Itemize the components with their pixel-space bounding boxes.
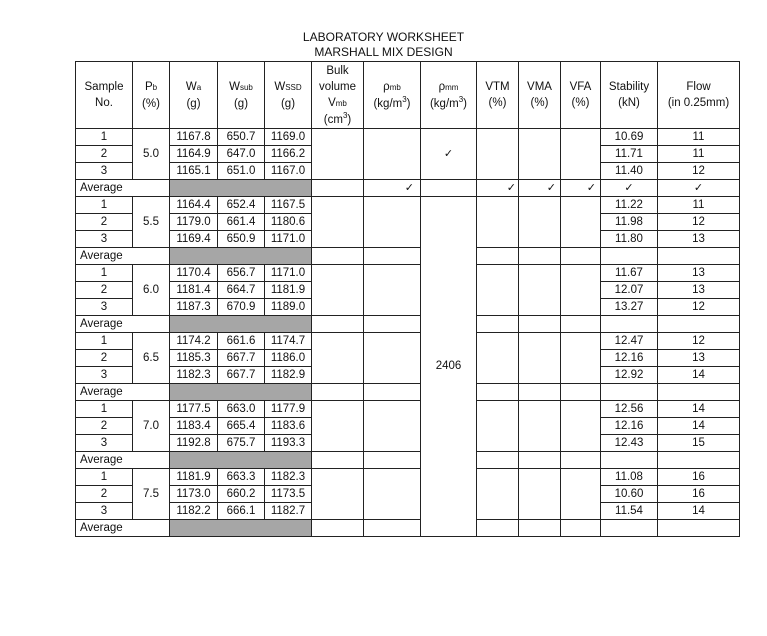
average-bulk-volume-cell xyxy=(312,452,364,469)
rho-mb-cell xyxy=(364,197,421,248)
pb-cell: 7.0 xyxy=(133,401,170,452)
wssd-cell: 1182.9 xyxy=(265,367,312,384)
wssd-cell: 1182.7 xyxy=(265,503,312,520)
average-vfa-cell xyxy=(561,384,601,401)
average-stability-cell xyxy=(601,316,658,333)
average-vtm-cell xyxy=(477,248,519,265)
average-rho-mb-cell xyxy=(364,452,421,469)
flow-cell: 13 xyxy=(658,282,740,299)
average-vma-check: ✓ xyxy=(519,180,561,197)
wa-cell: 1182.2 xyxy=(170,503,218,520)
rho-mb-cell xyxy=(364,469,421,520)
rho-mb-cell xyxy=(364,129,421,180)
stability-cell: 11.54 xyxy=(601,503,658,520)
flow-cell: 13 xyxy=(658,231,740,248)
vtm-cell xyxy=(477,129,519,180)
sample-no-cell: 3 xyxy=(76,231,133,248)
wsub-cell: 656.7 xyxy=(218,265,265,282)
sample-no-cell: 3 xyxy=(76,163,133,180)
average-stability-check: ✓ xyxy=(601,180,658,197)
average-label: Average xyxy=(76,180,170,197)
average-vfa-cell xyxy=(561,316,601,333)
average-weights-cell xyxy=(170,520,312,537)
average-bulk-volume-cell xyxy=(312,248,364,265)
flow-cell: 12 xyxy=(658,299,740,316)
vma-cell xyxy=(519,129,561,180)
table-row xyxy=(76,129,740,146)
average-rho-mm-cell xyxy=(421,180,477,197)
flow-cell: 12 xyxy=(658,163,740,180)
stability-cell: 12.56 xyxy=(601,401,658,418)
wsub-cell: 650.7 xyxy=(218,129,265,146)
wsub-cell: 667.7 xyxy=(218,350,265,367)
wa-cell: 1167.8 xyxy=(170,129,218,146)
sample-no-cell: 2 xyxy=(76,418,133,435)
average-bulk-volume-cell xyxy=(312,180,364,197)
wsub-cell: 647.0 xyxy=(218,146,265,163)
bulk-volume-cell xyxy=(312,401,364,452)
header-vma: VMA (%) xyxy=(519,62,561,129)
vma-cell xyxy=(519,333,561,384)
wssd-cell: 1167.5 xyxy=(265,197,312,214)
sample-no-cell: 1 xyxy=(76,265,133,282)
stability-cell: 11.98 xyxy=(601,214,658,231)
header-rho-mm: ρmm $(kg/m^3)$ xyxy=(421,62,477,129)
wa-cell: 1182.3 xyxy=(170,367,218,384)
table-row xyxy=(76,401,740,418)
vtm-cell xyxy=(477,197,519,248)
wa-cell: 1177.5 xyxy=(170,401,218,418)
average-stability-cell xyxy=(601,384,658,401)
stability-cell: 11.80 xyxy=(601,231,658,248)
stability-cell: 12.47 xyxy=(601,333,658,350)
header-flow: Flow (in 0.25mm) xyxy=(658,62,740,129)
rho-mm-value-cell: 2406 xyxy=(421,197,477,537)
flow-cell: 16 xyxy=(658,469,740,486)
wsub-cell: 663.0 xyxy=(218,401,265,418)
wssd-cell: 1193.3 xyxy=(265,435,312,452)
stability-cell: 12.16 xyxy=(601,350,658,367)
flow-cell: 12 xyxy=(658,333,740,350)
average-weights-cell xyxy=(170,384,312,401)
wssd-cell: 1177.9 xyxy=(265,401,312,418)
wssd-cell: 1186.0 xyxy=(265,350,312,367)
marshall-worksheet-table xyxy=(75,61,740,537)
sample-no-cell: 3 xyxy=(76,435,133,452)
vma-cell xyxy=(519,265,561,316)
wssd-cell: 1174.7 xyxy=(265,333,312,350)
header-vtm: VTM (%) xyxy=(477,62,519,129)
wa-cell: 1164.9 xyxy=(170,146,218,163)
header-bulk-volume: Bulk volume Vmb $(cm^3)$ xyxy=(312,62,364,129)
header-vfa: VFA (%) xyxy=(561,62,601,129)
sample-no-cell: 2 xyxy=(76,486,133,503)
flow-cell: 13 xyxy=(658,350,740,367)
vtm-cell xyxy=(477,265,519,316)
pb-cell: 6.0 xyxy=(133,265,170,316)
wa-cell: 1183.4 xyxy=(170,418,218,435)
flow-cell: 14 xyxy=(658,367,740,384)
average-stability-cell xyxy=(601,248,658,265)
rho-mm-check-cell: ✓ xyxy=(421,129,477,180)
wssd-cell: 1171.0 xyxy=(265,231,312,248)
average-vtm-check: ✓ xyxy=(477,180,519,197)
average-label: Average xyxy=(76,248,170,265)
sample-no-cell: 1 xyxy=(76,401,133,418)
pb-cell: 7.5 xyxy=(133,469,170,520)
wa-cell: 1174.2 xyxy=(170,333,218,350)
flow-cell: 15 xyxy=(658,435,740,452)
wssd-cell: 1183.6 xyxy=(265,418,312,435)
average-vma-cell xyxy=(519,316,561,333)
average-flow-cell xyxy=(658,452,740,469)
header-row xyxy=(76,62,740,129)
wssd-cell: 1166.2 xyxy=(265,146,312,163)
wssd-cell: 1167.0 xyxy=(265,163,312,180)
header-sample: Sample No. xyxy=(76,62,133,129)
average-flow-cell xyxy=(658,520,740,537)
sample-no-cell: 2 xyxy=(76,214,133,231)
wsub-cell: 661.4 xyxy=(218,214,265,231)
average-vma-cell xyxy=(519,520,561,537)
average-row xyxy=(76,248,740,265)
wa-cell: 1181.4 xyxy=(170,282,218,299)
stability-cell: 11.40 xyxy=(601,163,658,180)
average-weights-cell xyxy=(170,452,312,469)
average-label: Average xyxy=(76,452,170,469)
wa-cell: 1173.0 xyxy=(170,486,218,503)
title-line-1: LABORATORY WORKSHEET xyxy=(302,30,465,44)
average-label: Average xyxy=(76,384,170,401)
sample-no-cell: 1 xyxy=(76,469,133,486)
bulk-volume-cell xyxy=(312,197,364,248)
rho-mb-cell xyxy=(364,401,421,452)
flow-cell: 12 xyxy=(658,214,740,231)
average-vfa-check: ✓ xyxy=(561,180,601,197)
flow-cell: 14 xyxy=(658,503,740,520)
bulk-volume-cell xyxy=(312,265,364,316)
flow-cell: 13 xyxy=(658,265,740,282)
vma-cell xyxy=(519,401,561,452)
wsub-cell: 670.9 xyxy=(218,299,265,316)
stability-cell: 10.69 xyxy=(601,129,658,146)
vfa-cell xyxy=(561,265,601,316)
average-rho-mb-cell xyxy=(364,248,421,265)
header-wa: Wa (g) xyxy=(170,62,218,129)
flow-cell: 11 xyxy=(658,129,740,146)
wssd-cell: 1182.3 xyxy=(265,469,312,486)
wssd-cell: 1169.0 xyxy=(265,129,312,146)
vtm-cell xyxy=(477,469,519,520)
wsub-cell: 665.4 xyxy=(218,418,265,435)
sample-no-cell: 1 xyxy=(76,129,133,146)
average-flow-cell xyxy=(658,248,740,265)
table-row xyxy=(76,469,740,486)
wsub-cell: 660.2 xyxy=(218,486,265,503)
wa-cell: 1187.3 xyxy=(170,299,218,316)
wsub-cell: 652.4 xyxy=(218,197,265,214)
average-rho-mb-cell xyxy=(364,384,421,401)
table-row xyxy=(76,265,740,282)
wa-cell: 1165.1 xyxy=(170,163,218,180)
vfa-cell xyxy=(561,469,601,520)
average-vma-cell xyxy=(519,248,561,265)
wa-cell: 1179.0 xyxy=(170,214,218,231)
pb-cell: 5.0 xyxy=(133,129,170,180)
average-vfa-cell xyxy=(561,452,601,469)
average-rho-mb-cell xyxy=(364,316,421,333)
header-wssd: WSSD (g) xyxy=(265,62,312,129)
average-row xyxy=(76,316,740,333)
average-rho-mb-cell xyxy=(364,520,421,537)
wa-cell: 1169.4 xyxy=(170,231,218,248)
bulk-volume-cell xyxy=(312,129,364,180)
stability-cell: 11.08 xyxy=(601,469,658,486)
wsub-cell: 666.1 xyxy=(218,503,265,520)
flow-cell: 11 xyxy=(658,146,740,163)
sample-no-cell: 2 xyxy=(76,146,133,163)
wsub-cell: 651.0 xyxy=(218,163,265,180)
stability-cell: 10.60 xyxy=(601,486,658,503)
average-vma-cell xyxy=(519,452,561,469)
average-weights-cell xyxy=(170,180,312,197)
header-stability: Stability (kN) xyxy=(601,62,658,129)
header-wsub: Wsub (g) xyxy=(218,62,265,129)
vfa-cell xyxy=(561,401,601,452)
sample-no-cell: 2 xyxy=(76,282,133,299)
table-row xyxy=(76,333,740,350)
average-vtm-cell xyxy=(477,384,519,401)
sample-no-cell: 3 xyxy=(76,299,133,316)
worksheet-body xyxy=(76,129,740,537)
wsub-cell: 661.6 xyxy=(218,333,265,350)
vma-cell xyxy=(519,469,561,520)
wsub-cell: 675.7 xyxy=(218,435,265,452)
average-vtm-cell xyxy=(477,520,519,537)
average-weights-cell xyxy=(170,316,312,333)
average-vma-cell xyxy=(519,384,561,401)
wa-cell: 1181.9 xyxy=(170,469,218,486)
average-flow-cell xyxy=(658,316,740,333)
flow-cell: 16 xyxy=(658,486,740,503)
header-pb: Pb (%) xyxy=(133,62,170,129)
average-stability-cell xyxy=(601,452,658,469)
rho-mb-cell xyxy=(364,265,421,316)
wssd-cell: 1171.0 xyxy=(265,265,312,282)
sample-no-cell: 3 xyxy=(76,503,133,520)
wssd-cell: 1181.9 xyxy=(265,282,312,299)
pb-cell: 5.5 xyxy=(133,197,170,248)
stability-cell: 11.67 xyxy=(601,265,658,282)
vfa-cell xyxy=(561,333,601,384)
average-row xyxy=(76,520,740,537)
sample-no-cell: 1 xyxy=(76,333,133,350)
average-stability-cell xyxy=(601,520,658,537)
vfa-cell xyxy=(561,129,601,180)
wa-cell: 1185.3 xyxy=(170,350,218,367)
average-label: Average xyxy=(76,316,170,333)
wa-cell: 1164.4 xyxy=(170,197,218,214)
rho-mb-cell xyxy=(364,333,421,384)
wa-cell: 1170.4 xyxy=(170,265,218,282)
title-line-2: MARSHALL MIX DESIGN xyxy=(314,45,453,59)
sample-no-cell: 1 xyxy=(76,197,133,214)
stability-cell: 11.71 xyxy=(601,146,658,163)
average-flow-check: ✓ xyxy=(658,180,740,197)
average-row xyxy=(76,384,740,401)
bulk-volume-cell xyxy=(312,469,364,520)
stability-cell: 13.27 xyxy=(601,299,658,316)
sample-no-cell: 3 xyxy=(76,367,133,384)
average-weights-cell xyxy=(170,248,312,265)
average-bulk-volume-cell xyxy=(312,520,364,537)
vma-cell xyxy=(519,197,561,248)
vtm-cell xyxy=(477,401,519,452)
flow-cell: 14 xyxy=(658,401,740,418)
worksheet-title xyxy=(0,30,767,60)
stability-cell: 12.92 xyxy=(601,367,658,384)
wssd-cell: 1180.6 xyxy=(265,214,312,231)
average-label: Average xyxy=(76,520,170,537)
average-vfa-cell xyxy=(561,248,601,265)
average-vfa-cell xyxy=(561,520,601,537)
average-bulk-volume-cell xyxy=(312,316,364,333)
average-row xyxy=(76,452,740,469)
stability-cell: 12.07 xyxy=(601,282,658,299)
average-row xyxy=(76,180,740,197)
bulk-volume-cell xyxy=(312,333,364,384)
wsub-cell: 663.3 xyxy=(218,469,265,486)
wsub-cell: 667.7 xyxy=(218,367,265,384)
flow-cell: 14 xyxy=(658,418,740,435)
stability-cell: 11.22 xyxy=(601,197,658,214)
wsub-cell: 650.9 xyxy=(218,231,265,248)
average-flow-cell xyxy=(658,384,740,401)
vtm-cell xyxy=(477,333,519,384)
wssd-cell: 1173.5 xyxy=(265,486,312,503)
average-rho-mb-check: ✓ xyxy=(364,180,421,197)
wa-cell: 1192.8 xyxy=(170,435,218,452)
header-rho-mb: ρmb $(kg/m^3)$ xyxy=(364,62,421,129)
average-bulk-volume-cell xyxy=(312,384,364,401)
stability-cell: 12.43 xyxy=(601,435,658,452)
stability-cell: 12.16 xyxy=(601,418,658,435)
average-vtm-cell xyxy=(477,316,519,333)
wssd-cell: 1189.0 xyxy=(265,299,312,316)
table-row xyxy=(76,197,740,214)
pb-cell: 6.5 xyxy=(133,333,170,384)
vfa-cell xyxy=(561,197,601,248)
flow-cell: 11 xyxy=(658,197,740,214)
wsub-cell: 664.7 xyxy=(218,282,265,299)
average-vtm-cell xyxy=(477,452,519,469)
sample-no-cell: 2 xyxy=(76,350,133,367)
